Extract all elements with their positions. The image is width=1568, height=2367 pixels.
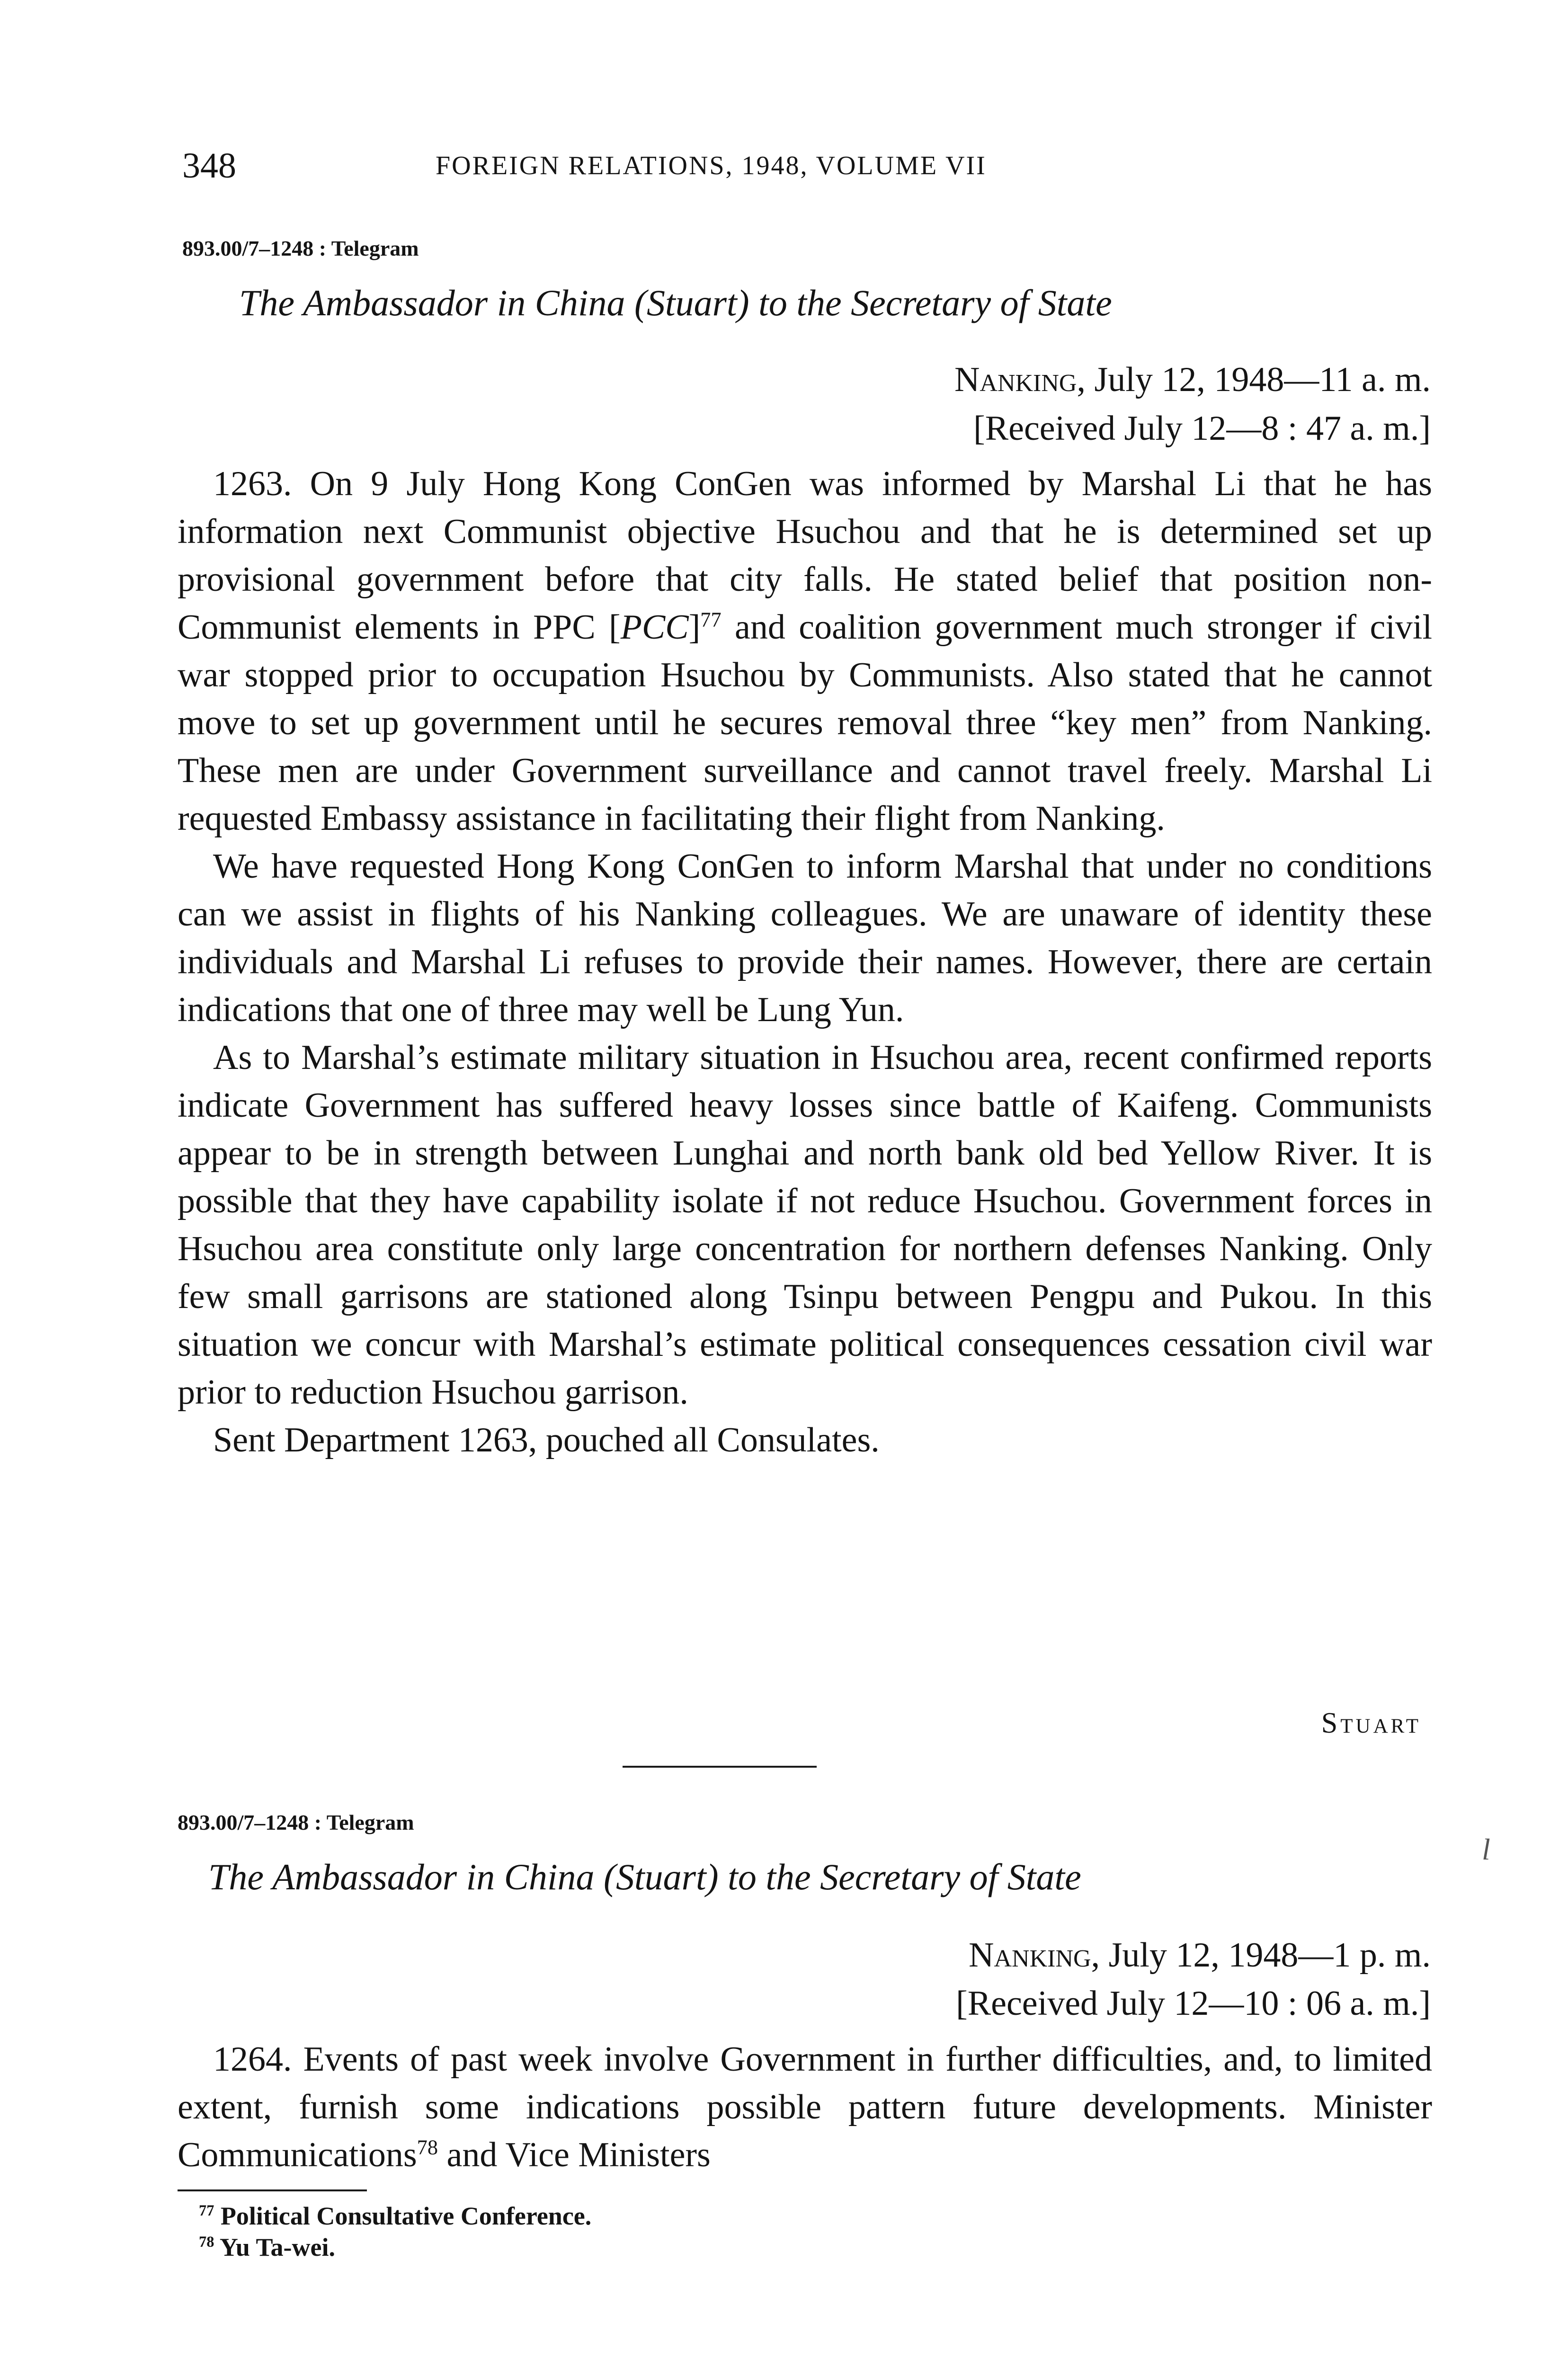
doc2-dateline bbox=[969, 1931, 1431, 1979]
margin-mark: l bbox=[1482, 1833, 1490, 1866]
footnote-item bbox=[199, 2200, 591, 2232]
doc1-signature: Stuart bbox=[1321, 1707, 1421, 1739]
running-header bbox=[182, 144, 1432, 187]
doc2-body bbox=[178, 2036, 1432, 2179]
footnote-text: Yu Ta-wei. bbox=[219, 2233, 335, 2261]
doc2-received: [Received July 12—10 : 06 a. m.] bbox=[956, 1984, 1431, 2023]
doc1-paragraph: We have requested Hong Kong ConGen to inform Marshal that under no conditions can we assist in flights of his Nanking colleagues. We are unaware of identity these individuals and Marshal Li refuses to provide their names. However, there are certain indications that one of three may well be Lung Yun. bbox=[178, 847, 1432, 1029]
footnote-rule bbox=[178, 2189, 367, 2191]
doc1-received: [Received July 12—8 : 47 a. m.] bbox=[973, 409, 1431, 448]
doc1-paragraph: Sent Department 1263, pouched all Consulates. bbox=[213, 1421, 880, 1459]
document-separator bbox=[623, 1766, 817, 1768]
page-number: 348 bbox=[182, 146, 236, 186]
doc2-date: July 12, 1948—1 p. m. bbox=[1108, 1936, 1431, 1975]
doc1-date: July 12, 1948—11 a. m. bbox=[1094, 360, 1431, 399]
footnote-number: 77 bbox=[199, 2202, 214, 2219]
running-title: FOREIGN RELATIONS, 1948, VOLUME VII bbox=[436, 151, 987, 180]
footnote-item bbox=[199, 2232, 591, 2263]
footnote-number: 78 bbox=[199, 2234, 214, 2251]
doc2-file-reference: 893.00/7–1248 : Telegram bbox=[178, 1810, 414, 1834]
doc1-place: Nanking, bbox=[954, 360, 1086, 399]
pcc-abbreviation: PCC bbox=[620, 608, 689, 647]
doc2-place: Nanking, bbox=[969, 1936, 1100, 1975]
footnote-text: Political Consultative Conference. bbox=[220, 2202, 592, 2230]
doc2-title: The Ambassador in China (Stuart) to the Secretary of State bbox=[208, 1856, 1081, 1897]
footnote-marker: 78 bbox=[417, 2135, 438, 2159]
doc1-title: The Ambassador in China (Stuart) to the Secretary of State bbox=[239, 282, 1112, 323]
footnote-marker: 77 bbox=[700, 607, 722, 632]
doc1-body bbox=[178, 460, 1432, 1464]
doc2-paragraph: 1264. Events of past week involve Government in further difficulties, and, to limited extent, furnish some indications possible pattern future developments. Minister Communications$^{78}$ and Vice Ministers bbox=[178, 2040, 1432, 2174]
doc1-paragraph: 1263. On 9 July Hong Kong ConGen was informed by Marshal Li that he has information next Communist objective Hsuchou and that he is determined set up provisional government before that city falls. He stated belief that position non-Communist elements in PPC [PCC]$^{77}$ and coalition government much stronger if civil war stopped prior to occupation Hsuchou by Communists. Also stated that he cannot move to set up government until he secures removal three “key men” from Nanking. These men are under Government surveillance and cannot travel freely. Marshal Li requested Embassy assistance in facilitating their flight from Nanking. bbox=[178, 464, 1432, 838]
doc1-file-reference: 893.00/7–1248 : Telegram bbox=[182, 236, 419, 260]
doc1-dateline bbox=[954, 356, 1431, 403]
doc1-paragraph: As to Marshal’s estimate military situation in Hsuchou area, recent confirmed reports indicate Government has suffered heavy losses since battle of Kaifeng. Communists appear to be in strength between Lunghai and north bank old bed Yellow River. It is possible that they have capability isolate if not reduce Hsuchou. Government forces in Hsuchou area constitute only large concentration for northern defenses Nanking. Only few small garrisons are stationed along Tsinpu between Pengpu and Pukou. In this situation we concur with Marshal’s estimate political consequences cessation civil war prior to reduction Hsuchou garrison. bbox=[178, 1038, 1432, 1412]
footnotes bbox=[199, 2200, 591, 2263]
